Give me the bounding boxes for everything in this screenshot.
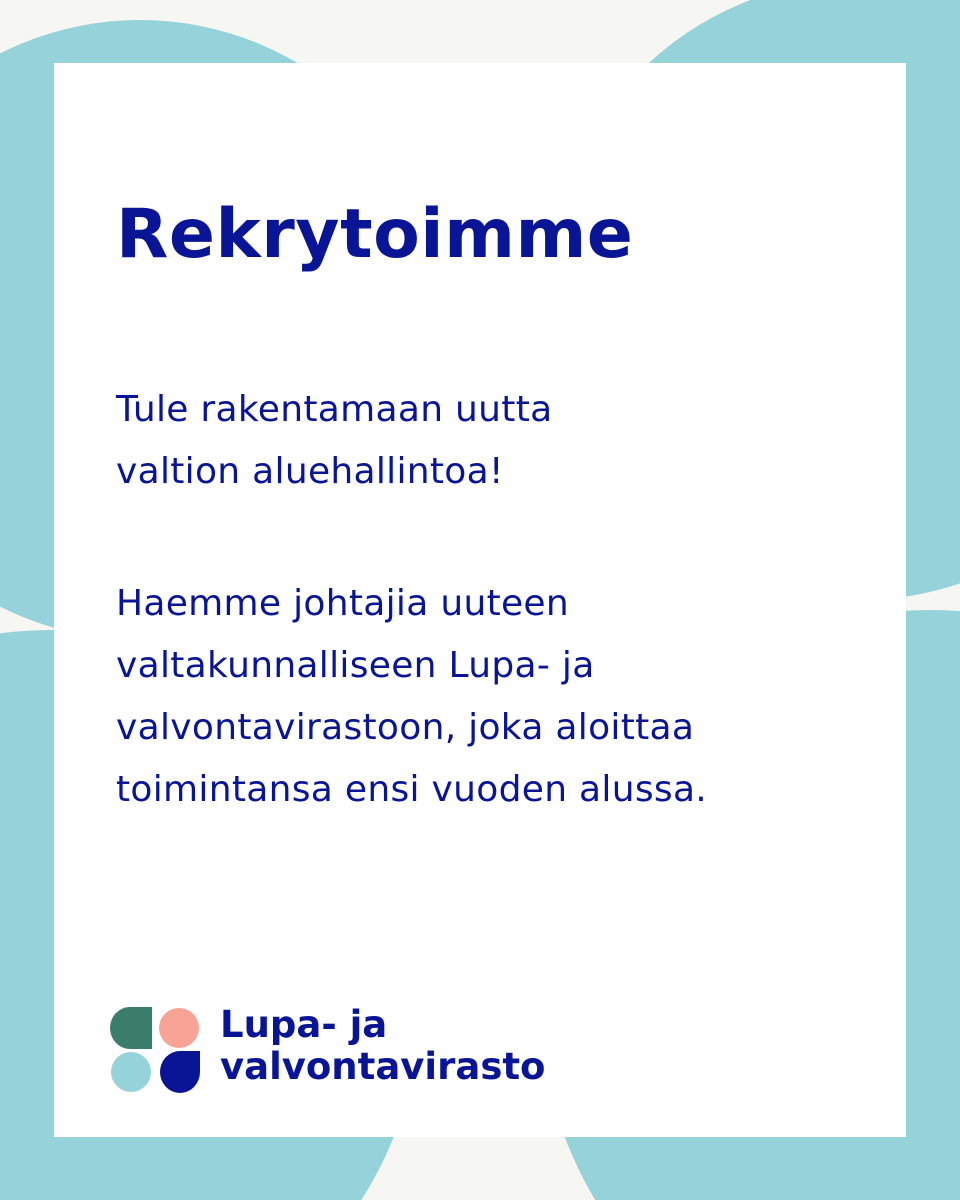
logo-light-teal-circle — [111, 1052, 151, 1092]
headline: Rekrytoimme — [116, 195, 634, 274]
logo-salmon-circle — [159, 1008, 199, 1048]
agency-logo — [110, 1004, 570, 1100]
logo-teal-leaf — [110, 1007, 152, 1049]
logo-wordmark: Lupa- ja valvontavirasto — [220, 1003, 546, 1088]
announcement-card — [54, 63, 906, 1137]
logo-navy-leaf — [160, 1051, 200, 1093]
intro-paragraph: Tule rakentamaan uutta valtion aluehallintoa! — [116, 389, 553, 492]
body-paragraph: Haemme johtajia uuteen valtakunnalliseen Lupa- ja valvontavirastoon, joka aloittaa toimintansa ensi vuoden alussa. — [116, 583, 708, 810]
four-shapes-logo-icon — [110, 1007, 200, 1093]
